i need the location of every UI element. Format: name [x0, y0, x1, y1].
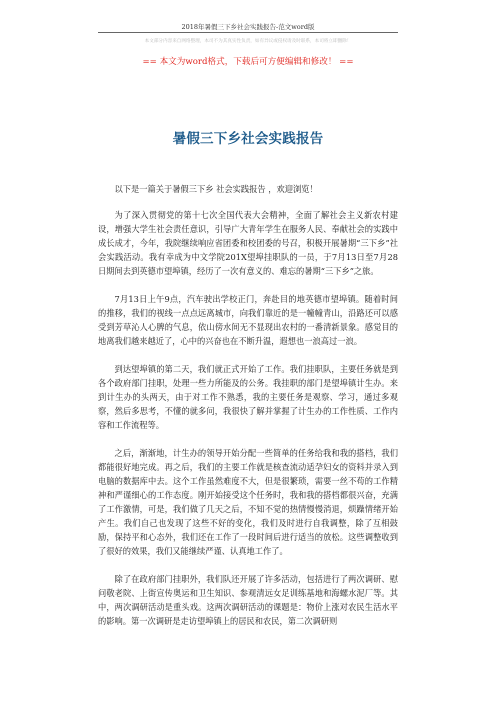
body-paragraph-1: 为了深入贯彻党的第十七次全国代表大会精神，全面了解社会主义新农村建设，增强大学生社会责任意识，引导广大青年学生在服务人民、奉献社会的实践中成长成才，今年，我院继续响应省团委和校团委的号召，积极开展暑期“三下乡”社会实践活动。我有幸成为中文学院201X望埠挂职队的一员，于7月13日至7月28日期间去到英德市望埠镇，经历了一次有意义的、难忘的暑期“三下乡”之旅。	[98, 210, 398, 276]
header-divider	[98, 32, 398, 33]
body-paragraph-2: 7月13日上午9点，汽车驶出学校正门，奔赴目的地英德市望埠镇。随着时间的推移，我们的视线一点点远离城市，向我们靠近的是一幢幢青山，沿路还可以感受到芳草沁人心脾的气息，依山傍水间无不显现出农村的一番清新景象。感觉目的地离我们越来越近了，心中的兴奋也在不断升温，遐想也一浪高过一浪。	[98, 294, 398, 346]
body-paragraph-3: 到达望埠镇的第二天，我们就正式开始了工作。我们挂职队，主要任务就是到各个政府部门挂职，处理一些力所能及的公务。我挂职的部门是望埠镇计生办。来到计生办的头两天，由于对工作不熟悉，我的主要任务是观察、学习，通过多观察，然后多思考，不懂的就多问，我很快了解并掌握了计生办的工作性质、工作内容和工作流程等。	[98, 364, 398, 430]
document-title: 暑假三下乡社会实践报告	[172, 131, 324, 147]
document-body	[98, 182, 398, 642]
body-paragraph-5: 除了在政府部门挂职外，我们队还开展了许多活动，包括进行了两次调研、慰问敬老院、上街宣传奥运和卫生知识、参观清远女足训练基地和海螺水泥厂等。其中，两次调研活动是重头戏。这两次调研活动的课题是：物价上涨对农民生活水平的影响。第一次调研是走访望埠镇上的居民和农民，第二次调研则	[98, 574, 398, 626]
intro-paragraph: 以下是一篇关于暑假三下乡 社会实践报告 ，欢迎浏览！	[114, 184, 318, 194]
format-notice: == 本文为word格式，下载后可方便编辑和修改！ ==	[142, 57, 354, 67]
page-header: 2018年暑假三下乡社会实践报告-范文word版	[181, 23, 315, 31]
disclaimer-text: 本文部分内容来自网络整理，本司不为其真实性负责，如有异议或侵权请及时联系，本司将立即删除！	[144, 39, 352, 44]
body-paragraph-4: 之后，渐渐地，计生办的领导开始分配一些简单的任务给我和我的搭档，我们都能很好地完成。再之后，我们的主要工作就是核查流动适孕妇女的资料并录入到电脑的数据库中去。这个工作虽然难度不大，但是很繁琐，需要一丝不苟的工作精神和严谨细心的工作态度。刚开始接受这个任务时，我和我的搭档都很兴奋，充满了工作激情，可是，我们做了几天之后，不知不觉的热情慢慢消退，烦躁情绪开始产生。我们自己也发现了这些不好的变化，我们及时进行自我调整，除了互相鼓励，保持平和心态外，我们还在工作了一段时间后进行适当的放松。这些调整收到了很好的效果，我们又能继续严谨、认真地工作了。	[98, 448, 398, 556]
